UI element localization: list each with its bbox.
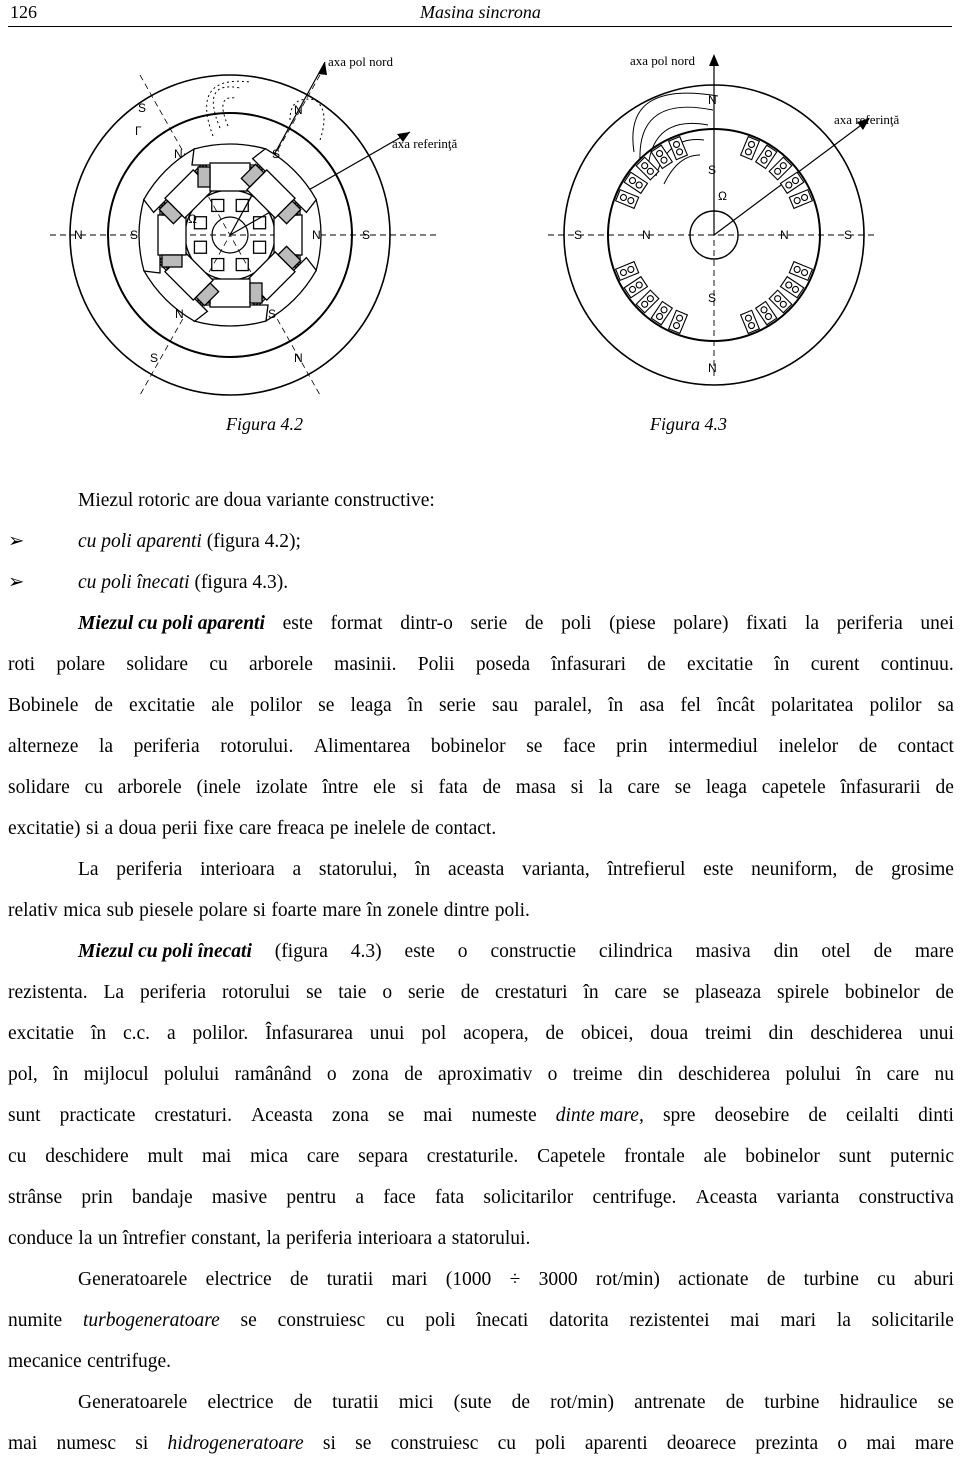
text-line: solidare cu arborele (inele izolate între ele si fata de masa si la care se leaga capetele înfasurarii de [8,777,954,798]
rotor-slot [651,145,672,168]
text-line: Miezul cu poli înecati (figura 4.3) este o constructie cilindrica masiva din otel de mare [78,941,954,962]
rotor-slot [624,172,647,193]
rotor-slot [756,145,777,168]
svg-text:N: N [312,228,321,242]
svg-text:N: N [294,351,303,365]
svg-text:S: S [268,307,277,321]
svg-text:N: N [708,93,717,107]
text-line: cu deschidere mult mai mica care separa crestaturile. Capetele frontale ale bobinelor sunt puternic [8,1146,954,1167]
svg-text:S: S [574,228,583,242]
intro-line: Miezul rotoric are doua variante constructive: [78,490,435,511]
rotor-slot [669,310,688,333]
svg-text:S: S [708,291,717,305]
rotor-slot [781,277,804,298]
rotor-slot [781,172,804,193]
rotor-slot [741,137,760,160]
rotor-hole [212,199,224,211]
svg-text:S: S [130,228,139,242]
rotor-slot [616,190,639,209]
svg-text:N: N [174,147,183,161]
figure-4-3-caption: Figura 4.3 [650,414,728,434]
text-line: rezistenta. La periferia rotorului se taie o serie de crestaturi în care se plaseaza spirele bobinelor de [8,982,954,1003]
svg-text:Γ: Γ [135,124,142,138]
fig43-axis-north-label: axa pol nord [630,53,695,68]
fig42-axis-north-label: axa pol nord [328,54,393,69]
rotor-slot [756,302,777,325]
text-line: conduce la un întrefier constant, la periferia interioara a statorului. [8,1228,531,1249]
svg-text:N: N [74,228,83,242]
text-line: strânse prin bandaje masive pentru a face fata solicitarilor centrifuge. Aceasta varianta constructiva [8,1187,954,1208]
svg-text:N: N [642,228,651,242]
svg-text:N: N [708,361,717,375]
text-line: alterneze la periferia rotorului. Alimentarea bobinelor se face prin intermediul inelelor de contact [8,736,954,757]
text-line: Generatoarele electrice de turatii mici (sute de rot/min) antrenate de turbine hidraulice se [78,1392,954,1413]
text-line: mai numesc si hidrogeneratoare si se construiesc cu poli aparenti deoarece prezinta o mai mare [8,1433,954,1454]
page-number: 126 [10,2,37,22]
rotor-hole [254,241,266,253]
bullet-item: ➢ cu poli înecati (figura 4.3). [8,562,954,603]
text-line: Bobinele de excitatie ale polilor se leaga în serie sau paralel, în asa fel încât polaritatea polilor sa [8,695,954,716]
rotor-hole [194,241,206,253]
arrow-bullet-icon: ➢ [8,531,25,552]
text-line: roti polare solidare cu arborele masinii. Polii poseda înfasurari de excitatie în curent continuu. [8,654,954,675]
svg-text:Ω: Ω [188,212,197,226]
svg-text:N: N [175,307,184,321]
svg-text:S: S [150,351,159,365]
text-line: pol, în mijlocul polului ramânând o zona de aproximativ o treime din deschiderea polului în care nu [8,1064,954,1085]
svg-text:S: S [138,101,147,115]
figure-4-3-diagram [548,40,960,410]
rotor-slot [669,137,688,160]
svg-text:S: S [708,163,717,177]
text-line: relativ mica sub piesele polare si foarte mare în zonele dintre poli. [8,900,530,921]
svg-text:N: N [780,228,789,242]
rotor-slot [789,262,812,281]
body-text [8,480,954,1464]
text-line: Generatoarele electrice de turatii mari (1000 ÷ 3000 rot/min) actionate de turbine cu aburi [78,1269,954,1290]
rotor-slot [741,310,760,333]
fig42-axis-reference-label: axa referinţă [392,136,458,151]
text-line: sunt practicate crestaturi. Aceasta zona se mai numeste dinte mare, spre deosebire de ceilalti dinti [8,1105,954,1126]
text-line: numite turbogeneratoare se construiesc cu poli înecati datorita rezistentei mai mari la solicitarile [8,1310,954,1331]
rotor-slot [789,190,812,209]
svg-text:Ω: Ω [718,189,727,203]
rotor-hole [236,259,248,271]
text-line: La periferia interioara a statorului, în aceasta varianta, întrefierul este neuniform, de grosime [78,859,954,880]
arrow-bullet-icon: ➢ [8,572,25,593]
bullet-item: ➢ cu poli aparenti (figura 4.2); [8,521,954,562]
svg-text:S: S [844,228,853,242]
rotor-hole [212,259,224,271]
rotor-slot [616,262,639,281]
text-line: excitatie în c.c. a polilor. Înfasurarea unui pol acopera, de obicei, doua treimi din deschiderea unui [8,1023,954,1044]
figure-4-2-diagram [50,40,460,410]
svg-text:N: N [294,103,303,117]
rotor-slot [624,277,647,298]
running-title: Masina sincrona [420,2,541,22]
fig43-axis-reference-label: axa referinţă [834,112,900,127]
rotor-slot [651,302,672,325]
text-line: excitatie) si a doua perii fixe care freaca pe inelele de contact. [8,818,497,839]
svg-text:S: S [272,147,281,161]
text-line: mecanice centrifuge. [8,1351,171,1372]
svg-text:S: S [362,228,371,242]
text-line: Miezul cu poli aparenti este format dintr-o serie de poli (piese polare) fixati la periferia unei [78,613,954,634]
figure-4-2-caption: Figura 4.2 [226,414,304,434]
page-header [8,0,952,27]
